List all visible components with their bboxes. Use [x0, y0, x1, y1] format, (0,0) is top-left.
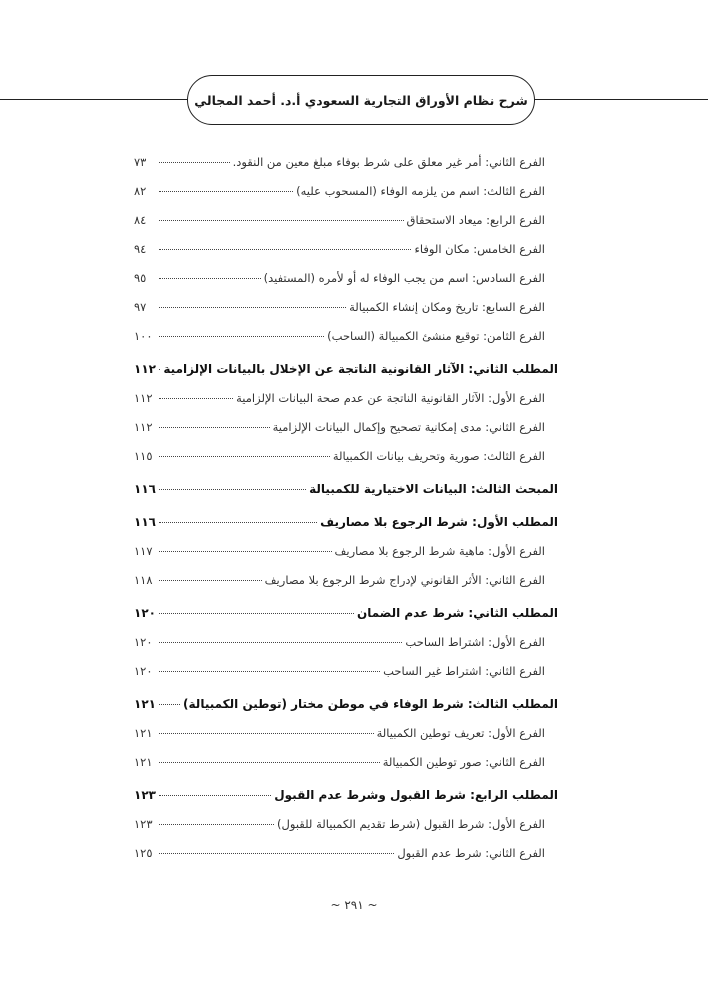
toc-subsection-entry — [134, 566, 558, 595]
toc-subsection-entry — [134, 148, 558, 177]
toc-subsection-entry — [134, 177, 558, 206]
toc-entry-page-number: ١١٢ — [134, 362, 156, 376]
running-header-title: شرح نظام الأوراق التجارية السعودي أ.د. أحمد المجالي — [194, 92, 528, 108]
toc-dot-leader — [159, 613, 354, 614]
toc-entry-label: الفرع الثاني: مدى إمكانية تصحيح وإكمال البيانات الإلزامية — [272, 420, 545, 434]
toc-dot-leader — [159, 704, 180, 705]
page-number: ~ ٢٩١ ~ — [330, 898, 378, 912]
toc-entry-page-number: ١١٥ — [134, 449, 153, 463]
toc-subsection-entry — [134, 384, 558, 413]
toc-dot-leader — [159, 369, 160, 370]
toc-dot-leader — [159, 580, 262, 581]
toc-entry-page-number: ١٢٣ — [134, 788, 156, 802]
toc-subsection-entry — [134, 413, 558, 442]
toc-dot-leader — [159, 220, 404, 221]
toc-entry-page-number: ١٢٠ — [134, 664, 153, 678]
toc-entry-label: الفرع الأول: شرط القبول (شرط تقديم الكمبيالة للقبول) — [277, 817, 545, 831]
toc-entry-label: المطلب الأول: شرط الرجوع بلا مصاريف — [320, 515, 558, 529]
toc-subsection-entry — [134, 537, 558, 566]
toc-dot-leader — [159, 249, 411, 250]
toc-entry-label: المطلب الرابع: شرط القبول وشرط عدم القبول — [274, 788, 558, 802]
toc-entry-label: الفرع الثاني: صور توطين الكمبيالة — [382, 755, 545, 769]
toc-dot-leader — [159, 795, 271, 796]
toc-subsection-entry — [134, 839, 558, 868]
toc-entry-page-number: ٨٤ — [134, 213, 147, 227]
toc-entry-label: الفرع الثالث: صورية وتحريف بيانات الكمبيالة — [332, 449, 545, 463]
toc-entry-label: الفرع الثالث: اسم من يلزمه الوفاء (المسحوب عليه) — [296, 184, 545, 198]
toc-subsection-entry — [134, 206, 558, 235]
toc-entry-page-number: ١١٢ — [134, 391, 153, 405]
toc-entry-label: الفرع الخامس: مكان الوفاء — [414, 242, 545, 256]
toc-entry-page-number: ١١٨ — [134, 573, 153, 587]
toc-dot-leader — [159, 398, 233, 399]
toc-entry-label: الفرع الثاني: اشتراط غير الساحب — [383, 664, 545, 678]
toc-entry-label: الفرع السابع: تاريخ ومكان إنشاء الكمبيالة — [349, 300, 545, 314]
toc-entry-page-number: ١٢١ — [134, 697, 156, 711]
toc-entry-label: الفرع الثاني: الأثر القانوني لإدراج شرط الرجوع بلا مصاريف — [264, 573, 545, 587]
toc-dot-leader — [159, 853, 394, 854]
toc-entry-label: الفرع الأول: اشتراط الساحب — [405, 635, 545, 649]
toc-entry-label: الفرع الأول: تعريف توطين الكمبيالة — [376, 726, 545, 740]
toc-subsection-entry — [134, 810, 558, 839]
toc-entry-page-number: ١٢٠ — [134, 635, 153, 649]
toc-dot-leader — [159, 456, 330, 457]
toc-subsection-entry — [134, 442, 558, 471]
toc-subsection-entry — [134, 748, 558, 777]
toc-section-entry — [134, 690, 558, 719]
toc-entry-label: الفرع الثاني: شرط عدم القبول — [397, 846, 545, 860]
toc-subsection-entry — [134, 719, 558, 748]
toc-entry-label: المطلب الثاني: الآثار القانونية الناتجة عن الإخلال بالبيانات الإلزامية — [163, 362, 558, 376]
toc-subsection-entry — [134, 322, 558, 351]
toc-dot-leader — [159, 733, 374, 734]
toc-entry-page-number: ١١٦ — [134, 515, 156, 529]
toc-dot-leader — [159, 522, 317, 523]
toc-entry-page-number: ١٢٣ — [134, 817, 153, 831]
toc-entry-label: الفرع الثامن: توقيع منشئ الكمبيالة (الساحب) — [327, 329, 545, 343]
toc-dot-leader — [159, 489, 306, 490]
toc-entry-label: الفرع الثاني: أمر غير معلق على شرط بوفاء مبلغ معين من النقود. — [232, 155, 545, 169]
toc-entry-label: الفرع الأول: الآثار القانونية الناتجة عن عدم صحة البيانات الإلزامية — [236, 391, 545, 405]
toc-entry-label: الفرع السادس: اسم من يجب الوفاء له أو لأمره (المستفيد) — [263, 271, 545, 285]
toc-entry-page-number: ٩٧ — [134, 300, 147, 314]
toc-dot-leader — [159, 427, 270, 428]
toc-dot-leader — [159, 824, 274, 825]
toc-entry-page-number: ٨٢ — [134, 184, 147, 198]
toc-dot-leader — [159, 191, 293, 192]
toc-subsection-entry — [134, 293, 558, 322]
toc-dot-leader — [159, 762, 380, 763]
toc-entry-page-number: ١١٦ — [134, 482, 156, 496]
toc-dot-leader — [159, 671, 380, 672]
toc-section-entry — [134, 355, 558, 384]
toc-entry-page-number: ٧٣ — [134, 155, 147, 169]
toc-entry-page-number: ١٢٥ — [134, 846, 153, 860]
toc-dot-leader — [159, 336, 324, 337]
table-of-contents — [134, 148, 558, 868]
toc-subsection-entry — [134, 628, 558, 657]
toc-section-entry — [134, 475, 558, 504]
toc-entry-page-number: ٩٥ — [134, 271, 147, 285]
toc-dot-leader — [159, 307, 346, 308]
toc-entry-page-number: ١٠٠ — [134, 329, 153, 343]
toc-entry-label: الفرع الرابع: ميعاد الاستحقاق — [406, 213, 545, 227]
toc-entry-page-number: ١٢٠ — [134, 606, 156, 620]
toc-section-entry — [134, 781, 558, 810]
toc-section-entry — [134, 599, 558, 628]
toc-section-entry — [134, 508, 558, 537]
toc-dot-leader — [159, 278, 261, 279]
toc-entry-page-number: ٩٤ — [134, 242, 147, 256]
toc-subsection-entry — [134, 264, 558, 293]
running-header — [187, 75, 535, 125]
toc-entry-page-number: ١١٢ — [134, 420, 153, 434]
toc-entry-label: الفرع الأول: ماهية شرط الرجوع بلا مصاريف — [334, 544, 545, 558]
toc-entry-label: المطلب الثالث: شرط الوفاء في موطن مختار (توطين الكمبيالة) — [183, 697, 558, 711]
toc-entry-label: المبحث الثالث: البيانات الاختيارية للكمبيالة — [309, 482, 558, 496]
toc-subsection-entry — [134, 657, 558, 686]
toc-entry-page-number: ١٢١ — [134, 726, 153, 740]
toc-entry-page-number: ١٢١ — [134, 755, 153, 769]
toc-entry-page-number: ١١٧ — [134, 544, 153, 558]
toc-dot-leader — [159, 162, 230, 163]
toc-subsection-entry — [134, 235, 558, 264]
toc-entry-label: المطلب الثاني: شرط عدم الضمان — [356, 606, 558, 620]
toc-dot-leader — [159, 642, 402, 643]
toc-dot-leader — [159, 551, 332, 552]
